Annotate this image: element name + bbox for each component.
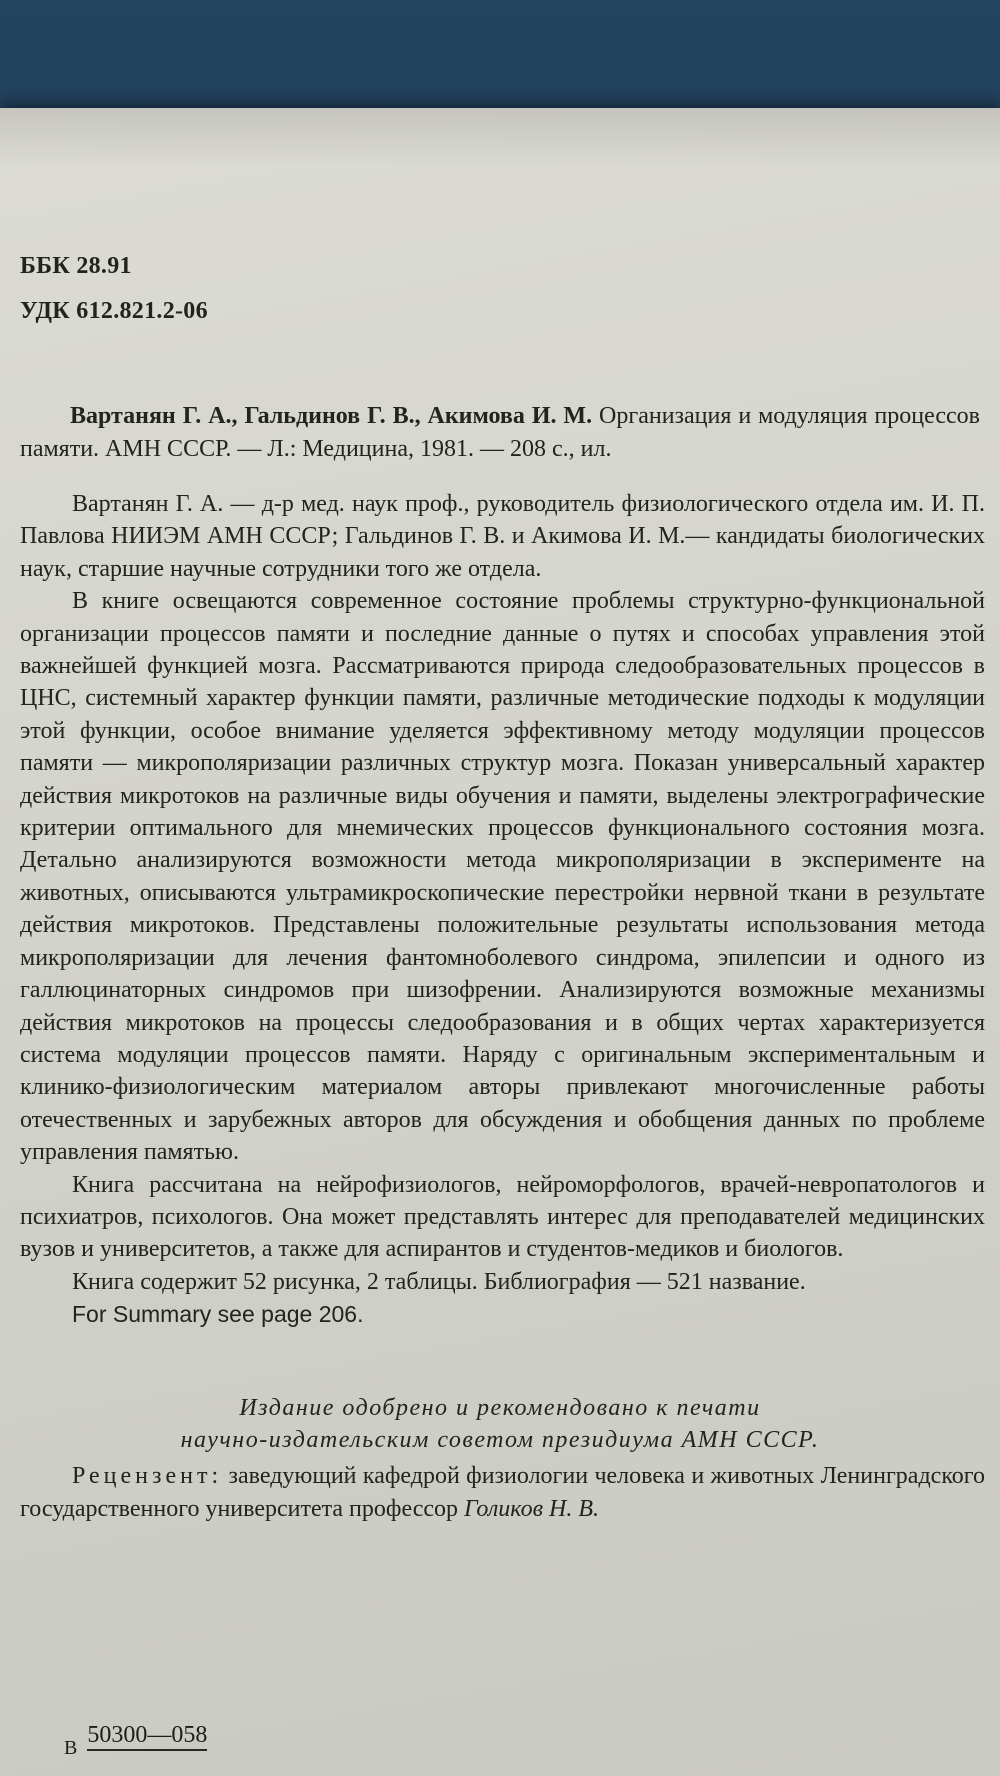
audience-paragraph: Книга рассчитана на нейрофизиологов, нейроморфологов, врачей-невропатологов и психиатров, психологов. Она может представлять интерес для преподавателей медицинских вузов и университетов, а также для аспирантов и студентов-медиков и биологов. bbox=[20, 1171, 985, 1263]
approval-line-1: Издание одобрено и рекомендовано к печати bbox=[239, 1395, 761, 1421]
book-page bbox=[0, 108, 1000, 1776]
authors-info-paragraph: Вартанян Г. А. — д-р мед. наук проф., руководитель физиологического отдела им. И. П. Павлова НИИЭМ АМН СССР; Гальдинов Г. В. и Акимова И. М.— кандидаты биологических наук, старшие научные сотрудники того же отдела. bbox=[20, 491, 985, 582]
bibliographic-citation bbox=[20, 400, 980, 466]
abstract bbox=[20, 488, 985, 1331]
reviewer-note bbox=[20, 1460, 985, 1526]
citation-authors: Вартанян Г. А., Гальдинов Г. В., Акимова И. М. bbox=[70, 403, 593, 429]
publication-code-prefix: В bbox=[64, 1737, 78, 1759]
publication-code bbox=[64, 1722, 207, 1760]
reviewer-name: Голиков Н. В. bbox=[464, 1496, 599, 1522]
udk-code: УДК 612.821.2-06 bbox=[20, 298, 208, 324]
publication-code-number: 50300—058 bbox=[87, 1722, 207, 1751]
approval-line-2: научно-издательским советом президиума АМН СССР. bbox=[180, 1427, 820, 1453]
citation-details: Организация и модуляция процессов памяти. АМН СССР. — Л.: Медицина, 1981. — 208 с., ил. bbox=[20, 403, 981, 462]
contents-paragraph: Книга содержит 52 рисунка, 2 таблицы. Библиография — 521 название. bbox=[72, 1268, 806, 1295]
reviewer-text: заведующий кафедрой физиологии человека и животных Ленинградского государственного университета профессор bbox=[20, 1463, 986, 1522]
approval-note bbox=[20, 1392, 980, 1456]
summary-note: For Summary see page 206. bbox=[72, 1301, 364, 1328]
main-abstract-paragraph: В книге освещаются современное состояние проблемы структурно-функциональной организации процессов памяти и последние данные о путях и способах управления этой важнейшей функцией мозга. Рассматриваются природа следообразовательных процессов в ЦНС, системный характер функции памяти, различные методические подходы к модуляции этой функции, особое внимание уделяется эффективному методу модуляции процессов памяти — микрополяризации различных структур мозга. Показан универсальный характер действия микротоков на различные виды обучения и памяти, выделены электрографические критерии оптимального для мнемических процессов функционального состояния мозга. Детально анализируются возможности метода микрополяризации в эксперименте на животных, описываются ультрамикроскопические перестройки нервной ткани в результате действия микротоков. Представлены положительные результаты использования метода микрополяризации для лечения фантомноболевого синдрома, эпилепсии и одного из галлюцинаторных синдромов при шизофрении. Анализируются возможные механизмы действия микротоков на процессы следообразования и в общих чертах характеризуется система модуляции процессов памяти. Наряду с оригинальным экспериментальным и клинико-физиологическим материалом авторы привлекают многочисленные работы отечественных и зарубежных авторов для обсуждения и обобщения данных по проблеме управления памятью. bbox=[20, 588, 985, 1166]
reviewer-label: Рецензент: bbox=[72, 1463, 223, 1489]
bbk-code: ББК 28.91 bbox=[20, 253, 132, 279]
